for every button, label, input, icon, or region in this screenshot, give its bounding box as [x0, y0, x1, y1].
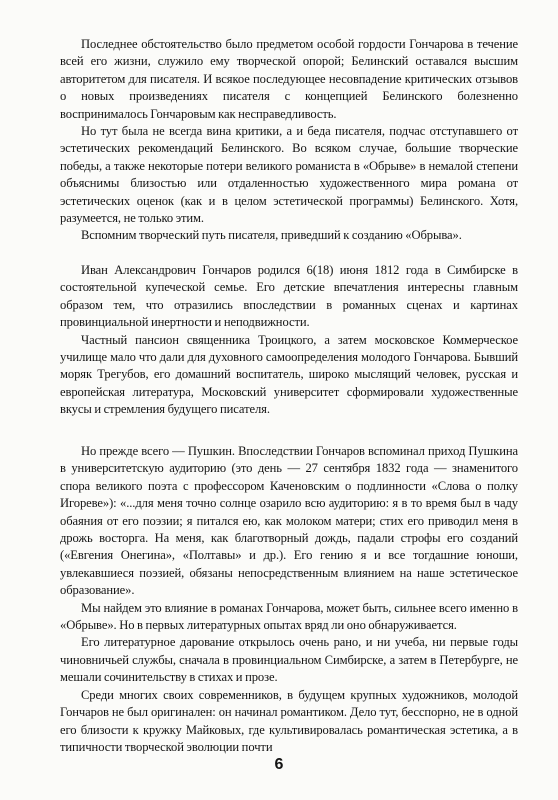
paragraph: Его литературное дарование открылось очень рано, и ни учеба, ни первые годы чиновничьей службы, сначала в провинциальном Симбирске, а затем в Петербурге, не мешали сочинительству в стихах и прозе.	[60, 635, 518, 685]
text-block-3	[60, 443, 518, 756]
paragraph: Последнее обстоятельство было предметом особой гордости Гончарова в течение всей его жизни, служило ему творческой опорой; Белинский оставался высшим авторитетом для писателя. И всякое последующее несовпадение критических отзывов о новых произведениях писателя с концепцией Белинского болезненно воспринималось Гончаровым как несправедливость.	[60, 37, 518, 121]
text-block-2	[60, 262, 518, 419]
paragraph: Среди многих своих современников, в будущем крупных художников, молодой Гончаров не был оригинален: он начинал романтиком. Дело тут, бесспорно, не в одной его близости к кружку Майковых, где культивировалась романтическая эстетика, а в типичности творческой эволюции почти	[60, 687, 518, 754]
paragraph: Частный пансион священника Троицкого, а затем московское Коммерческое училище мало что дали для духовного самоопределения молодого Гончарова. Бывший моряк Трегубов, его домашний воспитатель, широко мыслящий человек, русская и европейская литература, Московский университет сформировали художественные вкусы и стремления будущего писателя.	[60, 332, 518, 417]
paragraph: Иван Александрович Гончаров родился 6(18) июня 1812 года в Симбирске в состоятельной купеческой семье. Его детские впечатления интересны главным образом тем, что отразились впоследствии в романных сценах и картинах провинциальной инертности и неподвижности.	[60, 263, 518, 330]
paragraph: Мы найдем это влияние в романах Гончарова, может быть, сильнее всего именно в «Обрыве». Но в первых литературных опытах вряд ли оно обнаруживается.	[60, 600, 518, 633]
text-block-1	[60, 36, 518, 245]
paragraph: Вспомним творческий путь писателя, приведший к созданию «Обрыва».	[81, 228, 462, 243]
paragraph: Но прежде всего — Пушкин. Впоследствии Гончаров вспоминал приход Пушкина в университетскую аудиторию (это день — 27 сентября 1832 года — знаменитого спора великого поэта с профессором Каченовским о подлинности «Слова о полку Игореве»): «...для меня точно солнце озарило всю аудиторию: я в то время был в чаду обаяния от его поэзии; я питался ею, как молоком матери; стих его приводил меня в дрожь восторга. На меня, как благотворный дождь, падали строфы его созданий («Евгения Онегина», «Полтавы» и др.). Его гению я и все тогдашние юноши, увлекавшиеся поэзией, обязаны непосредственным влиянием на наше эстетическое образование».	[60, 444, 518, 598]
paragraph: Но тут была не всегда вина критики, а и беда писателя, подчас отступавшего от эстетических рекомендаций Белинского. Во всяком случае, большие творческие победы, а также некоторые потери великого романиста в «Обрыве» в немалой степени объяснимы близостью или отдаленностью художественного мира романа от эстетических оценок (как и в целом эстетической программы) Белинского. Хотя, разумеется, не только этим.	[60, 124, 518, 226]
page-number: 6	[274, 756, 284, 773]
